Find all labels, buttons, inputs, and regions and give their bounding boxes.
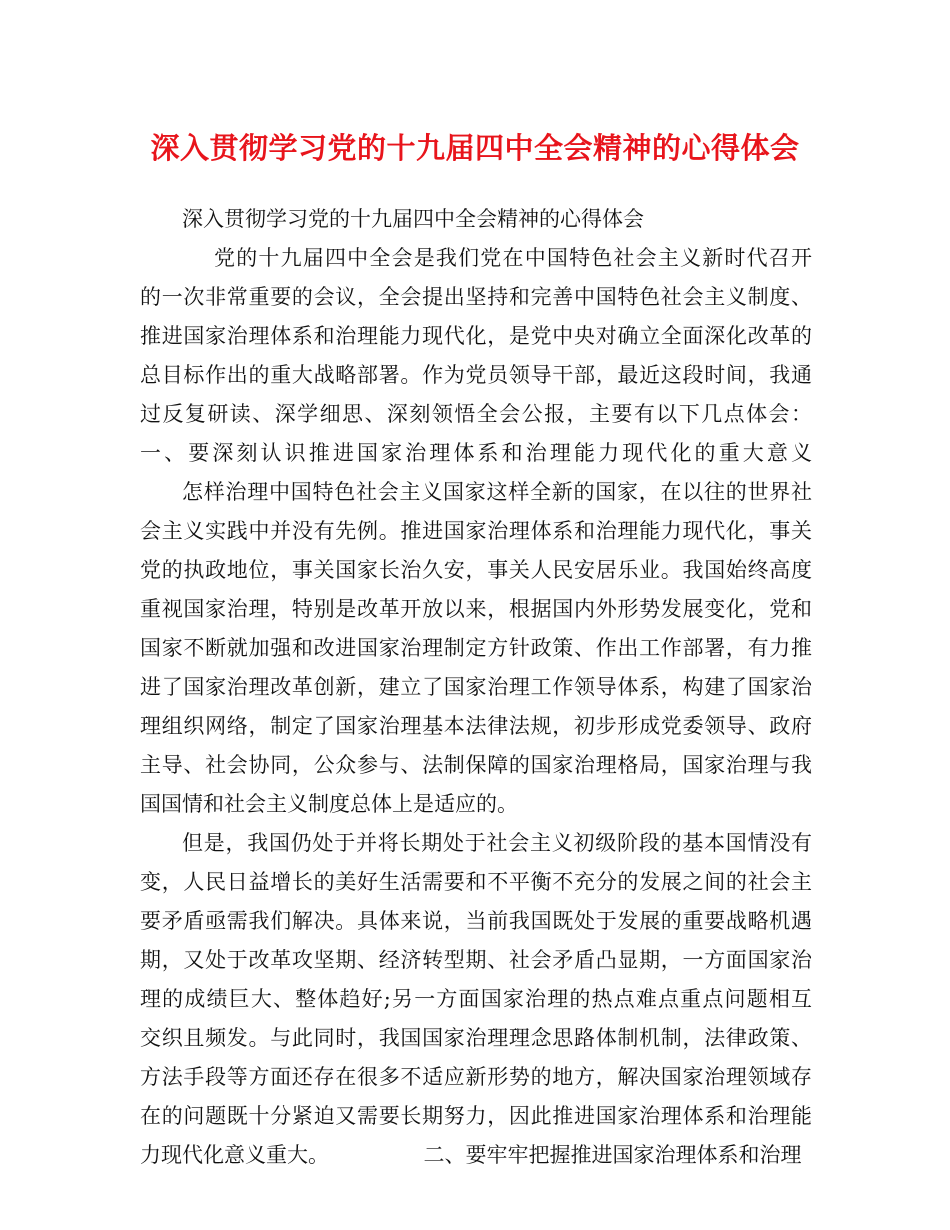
text-line: 力现代化意义重大。 二、要牢牢把握推进国家治理体系和治理 [140, 1143, 802, 1167]
text-line: 主导、社会协同，公众参与、法制保障的国家治理格局，国家治理与我 [140, 753, 812, 777]
text-line: 理的成绩巨大、整体趋好;另一方面国家治理的热点难点重点问题相互 [140, 987, 812, 1011]
text-line: 总目标作出的重大战略部署。作为党员领导干部，最近这段时间，我通 [140, 363, 812, 387]
text-line: 期，又处于改革攻坚期、经济转型期、社会矛盾凸显期，一方面国家治 [140, 948, 812, 972]
text-line: 理组织网络，制定了国家治理基本法律法规，初步形成党委领导、政府 [140, 714, 812, 738]
text-line: 变，人民日益增长的美好生活需要和不平衡不充分的发展之间的社会主 [140, 870, 812, 894]
section-heading: 一、要深刻认识推进国家治理体系和治理能力现代化的重大意义 [140, 441, 812, 465]
text-line: 党的执政地位，事关国家长治久安，事关人民安居乐业。我国始终高度 [140, 558, 812, 582]
text-line: 深入贯彻学习党的十九届四中全会精神的心得体会 [182, 207, 644, 231]
text-line: 国家不断就加强和改进国家治理制定方针政策、作出工作部署，有力推 [140, 636, 812, 660]
document-title: 深入贯彻学习党的十九届四中全会精神的心得体会 [150, 131, 800, 165]
text-line: 重视国家治理，特别是改革开放以来，根据国内外形势发展变化，党和 [140, 597, 812, 621]
text-line: 方法手段等方面还存在很多不适应新形势的地方，解决国家治理领域存 [140, 1065, 812, 1089]
document-body [140, 200, 812, 1175]
text-line: 要矛盾亟需我们解决。具体来说，当前我国既处于发展的重要战略机遇 [140, 909, 812, 933]
text-line: 但是，我国仍处于并将长期处于社会主义初级阶段的基本国情没有 [182, 831, 812, 855]
text-line: 过反复研读、深学细思、深刻领悟全会公报，主要有以下几点体会： [140, 402, 812, 426]
text-line: 在的问题既十分紧迫又需要长期努力，因此推进国家治理体系和治理能 [140, 1104, 812, 1128]
text-line: 怎样治理中国特色社会主义国家这样全新的国家，在以往的世界社 [182, 480, 812, 504]
text-line: 会主义实践中并没有先例。推进国家治理体系和治理能力现代化，事关 [140, 519, 812, 543]
text-line: 的一次非常重要的会议，全会提出坚持和完善中国特色社会主义制度、 [140, 285, 812, 309]
text-line: 国国情和社会主义制度总体上是适应的。 [140, 792, 518, 816]
text-line: 党的十九届四中全会是我们党在中国特色社会主义新时代召开 [214, 246, 812, 270]
text-line: 交织且频发。与此同时，我国国家治理理念思路体制机制，法律政策、 [140, 1026, 812, 1050]
text-line: 推进国家治理体系和治理能力现代化，是党中央对确立全面深化改革的 [140, 324, 812, 348]
text-line: 进了国家治理改革创新，建立了国家治理工作领导体系，构建了国家治 [140, 675, 812, 699]
